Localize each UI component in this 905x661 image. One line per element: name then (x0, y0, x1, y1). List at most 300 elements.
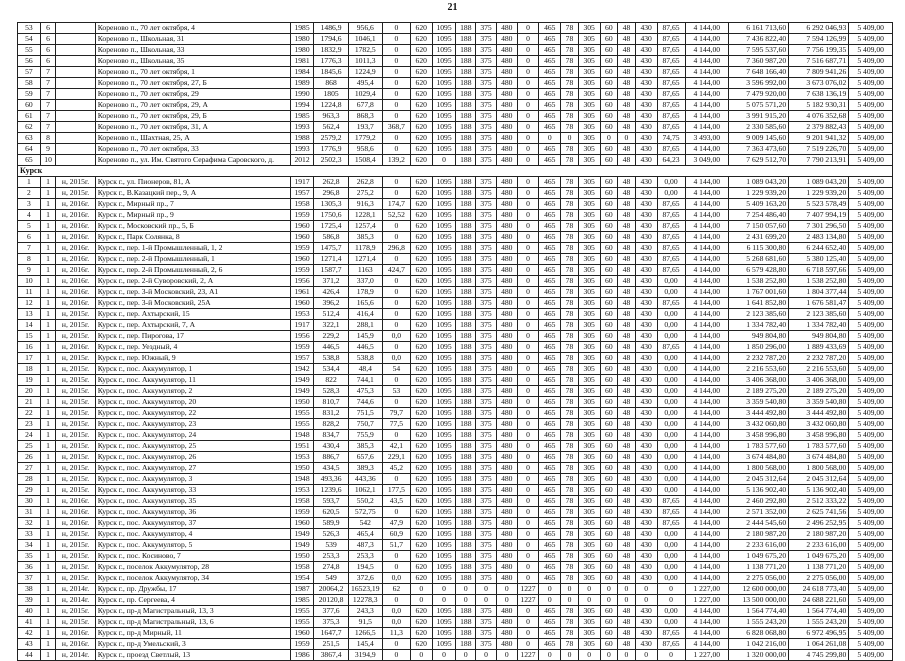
table-cell: 2 189 275,20 (729, 386, 789, 397)
table-cell: 305 (578, 628, 600, 639)
table-cell: 55 (18, 45, 41, 56)
address-cell: Курск г., пос. Аккумулятор, 35 (95, 496, 290, 507)
table-cell: 87,65 (657, 232, 685, 243)
table-cell: 4 144,00 (685, 408, 729, 419)
table-cell: 60 (600, 122, 618, 133)
table-cell: 1 229 939,20 (729, 188, 789, 199)
table-cell: 1 783 577,60 (729, 441, 789, 452)
table-cell: 78 (561, 309, 579, 320)
table-cell: 5 182 930,31 (789, 100, 849, 111)
table-cell: 0 (517, 188, 539, 199)
table-cell: 78 (561, 232, 579, 243)
table-cell: 17 (18, 353, 41, 364)
table-cell: 9 201 941,32 (789, 133, 849, 144)
table-cell: 0 (517, 100, 539, 111)
table-cell: 1095 (432, 408, 456, 419)
table-cell: 1095 (432, 364, 456, 375)
table-cell: 1 (40, 485, 56, 496)
table-cell: 375 (476, 529, 497, 540)
table-cell: 0,00 (657, 408, 685, 419)
table-cell: 375 (476, 364, 497, 375)
table-cell: 0 (600, 595, 618, 606)
table-cell: 34 (18, 540, 41, 551)
table-cell: 87,65 (657, 628, 685, 639)
table-cell: 1948 (290, 474, 314, 485)
table-cell: 87,65 (657, 67, 685, 78)
table-cell: 0 (517, 529, 539, 540)
table-cell: 4 144,00 (685, 254, 729, 265)
table-cell: 1958 (290, 496, 314, 507)
table-cell: 0 (382, 551, 410, 562)
table-cell: 178,9 (348, 287, 382, 298)
table-cell: 0,00 (657, 606, 685, 617)
table-cell: 60 (600, 474, 618, 485)
address-cell: Курск г., поселок Аккумулятор, 28 (95, 562, 290, 573)
table-cell: 48 (618, 408, 636, 419)
table-cell: 480 (496, 309, 517, 320)
table-cell: 305 (578, 540, 600, 551)
table-cell: 480 (496, 287, 517, 298)
table-cell: 4 144,00 (685, 386, 729, 397)
table-cell: 1224,8 (314, 100, 348, 111)
table-cell: 620 (410, 408, 432, 419)
table-cell: 0 (410, 584, 432, 595)
table-cell: 0 (517, 276, 539, 287)
table-cell: 188 (456, 529, 476, 540)
table-cell: 12 600 000,00 (729, 584, 789, 595)
table-cell: н, 2015г. (56, 331, 95, 342)
table-cell: 620 (410, 331, 432, 342)
table-cell: 480 (496, 397, 517, 408)
table-cell: 7 629 512,70 (729, 155, 789, 166)
table-cell: 48 (618, 89, 636, 100)
table-cell: 5 409,00 (849, 364, 893, 375)
table-cell: 1960 (290, 232, 314, 243)
table-cell: н, 2015г. (56, 485, 95, 496)
table-cell: 480 (496, 463, 517, 474)
table-cell: 0,00 (657, 430, 685, 441)
table-cell: н, 2016г. (56, 265, 95, 276)
table-cell: н, 2015г. (56, 463, 95, 474)
table-cell: 1 (40, 177, 56, 188)
table-cell: 5 409,00 (849, 452, 893, 463)
table-cell: 275,2 (348, 188, 382, 199)
table-cell: 0 (657, 650, 685, 661)
table-cell: 4 144,00 (685, 562, 729, 573)
table-cell: 188 (456, 67, 476, 78)
table-cell: 1832,9 (314, 45, 348, 56)
table-cell: 16 (18, 342, 41, 353)
table-cell: 480 (496, 540, 517, 551)
table-cell: 1 (40, 474, 56, 485)
table-cell: 0 (382, 111, 410, 122)
table-cell: 1 (40, 353, 56, 364)
table-cell: 0 (517, 45, 539, 56)
table-cell: 4 144,00 (685, 287, 729, 298)
table-cell: 3 493,00 (685, 133, 729, 144)
table-cell: 620 (410, 342, 432, 353)
table-cell: 0 (517, 474, 539, 485)
table-cell: 78 (561, 342, 579, 353)
table-row (18, 452, 893, 463)
table-cell: 430 (635, 34, 657, 45)
table-cell: 37 (18, 573, 41, 584)
table-cell: 4 144,00 (685, 353, 729, 364)
table-cell: 1 889 433,69 (789, 342, 849, 353)
table-cell: 430 (635, 639, 657, 650)
table-cell: 60 (600, 78, 618, 89)
table-cell: 0 (517, 177, 539, 188)
table-cell: 0 (382, 287, 410, 298)
table-cell: 375 (476, 56, 497, 67)
address-cell: Курск г., пер. 3-й Московский, 25А (95, 298, 290, 309)
table-cell: 20 (18, 386, 41, 397)
table-row (18, 441, 893, 452)
table-cell: 1239,6 (314, 485, 348, 496)
table-cell: 48 (618, 606, 636, 617)
table-row (18, 232, 893, 243)
table-cell: 11,3 (382, 628, 410, 639)
table-cell: 538,8 (314, 353, 348, 364)
table-cell: 4 144,00 (685, 243, 729, 254)
table-row (18, 430, 893, 441)
table-cell: 1095 (432, 331, 456, 342)
table-cell: 5 409,00 (849, 320, 893, 331)
table-cell: 375 (476, 23, 497, 34)
table-cell: 1960 (290, 628, 314, 639)
table-cell: 60 (600, 639, 618, 650)
table-cell: 78 (561, 23, 579, 34)
table-cell: 430 (635, 100, 657, 111)
table-cell: 430 (635, 287, 657, 298)
table-cell: 0 (517, 408, 539, 419)
table-cell: 4 144,00 (685, 474, 729, 485)
table-cell: 60 (600, 485, 618, 496)
table-cell: 1095 (432, 221, 456, 232)
table-cell: 6 718 597,66 (789, 265, 849, 276)
table-cell: 7 (18, 243, 41, 254)
table-cell: 389,3 (348, 463, 382, 474)
table-cell: 87,65 (657, 89, 685, 100)
table-cell: 60 (600, 573, 618, 584)
table-row (18, 342, 893, 353)
table-cell: 78 (561, 397, 579, 408)
table-row (18, 496, 893, 507)
table-cell: 10 (18, 276, 41, 287)
table-cell: 620 (410, 551, 432, 562)
table-cell: 4 144,00 (685, 232, 729, 243)
table-cell: 48 (618, 639, 636, 650)
address-cell: Курск г., пер. 2-й Промышленный, 1 (95, 254, 290, 265)
table-cell: 0 (456, 584, 476, 595)
table-cell: 620 (410, 518, 432, 529)
table-cell: 375 (476, 507, 497, 518)
table-cell: 60 (600, 221, 618, 232)
table-cell: 620 (410, 496, 432, 507)
table-cell: 375 (476, 375, 497, 386)
table-cell: 5 (18, 221, 41, 232)
table-cell: 60 (600, 540, 618, 551)
table-cell (56, 67, 95, 78)
table-cell: 0,00 (657, 463, 685, 474)
table-cell: 253,3 (314, 551, 348, 562)
table-cell: 65 (18, 155, 41, 166)
table-cell: 48 (618, 518, 636, 529)
table-cell: 48 (618, 100, 636, 111)
table-cell: 0 (517, 551, 539, 562)
table-cell: 26 (18, 452, 41, 463)
table-cell: 1095 (432, 276, 456, 287)
table-cell: 1958 (290, 199, 314, 210)
table-cell: 465 (539, 518, 561, 529)
table-cell: 47,9 (382, 518, 410, 529)
table-cell: 5 409,00 (849, 298, 893, 309)
table-cell: 620 (410, 628, 432, 639)
table-cell: 60 (600, 199, 618, 210)
table-cell: 78 (561, 562, 579, 573)
table-cell: 5 409,00 (849, 375, 893, 386)
table-cell: 3 444 492,80 (729, 408, 789, 419)
table-cell: 1095 (432, 540, 456, 551)
table-cell: 2502,3 (314, 155, 348, 166)
table-cell: н, 2016г. (56, 518, 95, 529)
table-cell: 465 (539, 221, 561, 232)
table-cell: 60 (600, 441, 618, 452)
table-cell: 375 (476, 617, 497, 628)
table-cell: 0 (382, 56, 410, 67)
table-cell: 1776,9 (314, 144, 348, 155)
table-cell: 44 (18, 650, 41, 661)
table-cell: 60 (600, 331, 618, 342)
table-cell: 0 (382, 221, 410, 232)
table-cell (56, 111, 95, 122)
table-cell: 48 (618, 309, 636, 320)
table-cell: 465 (539, 639, 561, 650)
table-cell: 194,5 (348, 562, 382, 573)
table-cell: 87,65 (657, 111, 685, 122)
table-cell: 480 (496, 177, 517, 188)
table-cell: 1917 (290, 320, 314, 331)
table-cell: 0 (635, 584, 657, 595)
table-row (18, 507, 893, 518)
table-cell: 60 (600, 210, 618, 221)
table-cell: 430 (635, 45, 657, 56)
table-cell: 0 (517, 419, 539, 430)
table-cell: 5 409,00 (849, 199, 893, 210)
table-cell: 1960 (290, 254, 314, 265)
table-row (18, 111, 893, 122)
table-cell: 1985 (290, 23, 314, 34)
table-cell: н, 2015г. (56, 562, 95, 573)
table-cell: 1475,7 (314, 243, 348, 254)
table-cell: 20064,2 (314, 584, 348, 595)
table-cell: 375 (476, 210, 497, 221)
table-cell: 1 555 243,20 (729, 617, 789, 628)
table-cell: 480 (496, 496, 517, 507)
table-row (18, 78, 893, 89)
table-cell: 371,2 (314, 276, 348, 287)
table-cell: 1 227,00 (685, 650, 729, 661)
table-cell: 8 (40, 133, 56, 144)
address-cell: Курск г., поселок Аккумулятор, 34 (95, 573, 290, 584)
table-cell: 7 790 213,91 (789, 155, 849, 166)
table-cell: 0 (618, 133, 636, 144)
table-cell: 0 (456, 595, 476, 606)
table-cell: 305 (578, 474, 600, 485)
table-cell: 305 (578, 430, 600, 441)
table-cell: 43,5 (382, 496, 410, 507)
table-cell: 78 (561, 276, 579, 287)
table-cell: 1227 (517, 650, 539, 661)
table-cell: 1 138 771,20 (729, 562, 789, 573)
table-cell: 305 (578, 133, 600, 144)
table-cell: 1960 (290, 518, 314, 529)
table-row (18, 650, 893, 661)
table-cell: 305 (578, 23, 600, 34)
table-cell: 5 409,00 (849, 254, 893, 265)
table-cell: 24 (18, 430, 41, 441)
table-cell: 6 244 652,40 (789, 243, 849, 254)
table-cell: 480 (496, 573, 517, 584)
table-cell: 229,1 (382, 452, 410, 463)
table-cell: 77,5 (382, 419, 410, 430)
table-cell: 1095 (432, 199, 456, 210)
table-cell: 5 409,00 (849, 133, 893, 144)
table-cell: 2 045 312,64 (789, 474, 849, 485)
table-cell: 3 359 540,80 (729, 397, 789, 408)
table-cell: 39 (18, 595, 41, 606)
table-cell: 6 972 496,95 (789, 628, 849, 639)
table-cell: 188 (456, 144, 476, 155)
table-cell: 78 (561, 144, 579, 155)
table-cell: 305 (578, 155, 600, 166)
table-cell: 0 (517, 397, 539, 408)
table-cell: 0,0 (382, 573, 410, 584)
table-cell: 1095 (432, 89, 456, 100)
table-cell: 188 (456, 287, 476, 298)
rows-after-section (18, 177, 893, 661)
table-cell: 305 (578, 254, 600, 265)
table-cell: 0 (410, 650, 432, 661)
table-cell: 7 150 057,60 (729, 221, 789, 232)
table-cell: 424,7 (382, 265, 410, 276)
table-cell: 5 409,00 (849, 496, 893, 507)
table-cell: 42 (18, 628, 41, 639)
table-cell: 188 (456, 397, 476, 408)
table-cell: 1095 (432, 210, 456, 221)
table-cell: 4 144,00 (685, 56, 729, 67)
table-cell: 60 (600, 507, 618, 518)
table-cell: 0 (517, 441, 539, 452)
table-cell: 1 320 000,00 (729, 650, 789, 661)
table-cell: 305 (578, 320, 600, 331)
table-cell: 0 (517, 562, 539, 573)
table-cell: 188 (456, 540, 476, 551)
table-cell: 465 (539, 573, 561, 584)
table-cell: 60 (600, 254, 618, 265)
table-cell: 465 (539, 331, 561, 342)
table-cell: 14 (18, 320, 41, 331)
table-cell: 7 756 199,35 (789, 45, 849, 56)
table-cell: 3 991 915,20 (729, 111, 789, 122)
table-cell: 480 (496, 265, 517, 276)
table-cell: 5 409,00 (849, 23, 893, 34)
table-cell: 60 (600, 397, 618, 408)
table-cell: 0 (517, 342, 539, 353)
table-cell: 78 (561, 210, 579, 221)
table-cell: 620 (410, 485, 432, 496)
table-cell: 87,65 (657, 507, 685, 518)
table-cell: 1 042 216,00 (729, 639, 789, 650)
table-cell: 305 (578, 408, 600, 419)
table-cell: 495,4 (348, 78, 382, 89)
table-cell: 0 (618, 650, 636, 661)
table-cell: 78 (561, 452, 579, 463)
table-cell: 586,8 (314, 232, 348, 243)
table-cell: н, 2016г. (56, 298, 95, 309)
table-cell: 13 500 000,00 (729, 595, 789, 606)
table-cell: 87,65 (657, 639, 685, 650)
table-cell: 430 (635, 155, 657, 166)
table-cell: 430 (635, 606, 657, 617)
table-row (18, 518, 893, 529)
table-cell: 48 (618, 507, 636, 518)
table-cell: 0 (635, 595, 657, 606)
table-cell: 1956 (290, 331, 314, 342)
table-cell: 0 (539, 584, 561, 595)
table-cell: 465 (539, 628, 561, 639)
table-cell: 0 (456, 650, 476, 661)
table-cell: 375 (476, 177, 497, 188)
table-cell: 465 (539, 155, 561, 166)
table-cell: 0,00 (657, 474, 685, 485)
table-cell (56, 122, 95, 133)
table-cell: 188 (456, 254, 476, 265)
table-cell: 188 (456, 122, 476, 133)
table-cell: 828,2 (314, 419, 348, 430)
table-cell: 1980 (290, 34, 314, 45)
table-cell: 1 (40, 419, 56, 430)
table-cell: 87,65 (657, 199, 685, 210)
table-cell: 657,6 (348, 452, 382, 463)
table-cell: 550,2 (348, 496, 382, 507)
table-cell: 1981 (290, 56, 314, 67)
table-cell: 465 (539, 507, 561, 518)
table-cell: н, 2015г. (56, 408, 95, 419)
table-cell: 0,00 (657, 562, 685, 573)
table-cell: 0 (476, 595, 497, 606)
table-cell: 60 (600, 287, 618, 298)
table-cell: 430 (635, 221, 657, 232)
table-cell: 480 (496, 364, 517, 375)
table-cell: 62 (18, 122, 41, 133)
table-cell: 1 (40, 221, 56, 232)
table-row (18, 133, 893, 144)
table-cell: 11 (18, 287, 41, 298)
table-cell: 620 (410, 397, 432, 408)
table-cell: 1587,7 (314, 265, 348, 276)
table-cell: 5 409,00 (849, 45, 893, 56)
table-cell: 78 (561, 463, 579, 474)
table-cell: 5 409,00 (849, 430, 893, 441)
region-label: Курск (18, 166, 893, 177)
address-cell: Курск г., ул. Пионеров, 81, А (95, 177, 290, 188)
table-cell: 480 (496, 122, 517, 133)
table-cell: 868,3 (348, 111, 382, 122)
table-cell: 0,00 (657, 617, 685, 628)
table-cell: 620 (410, 386, 432, 397)
table-cell: 188 (456, 320, 476, 331)
